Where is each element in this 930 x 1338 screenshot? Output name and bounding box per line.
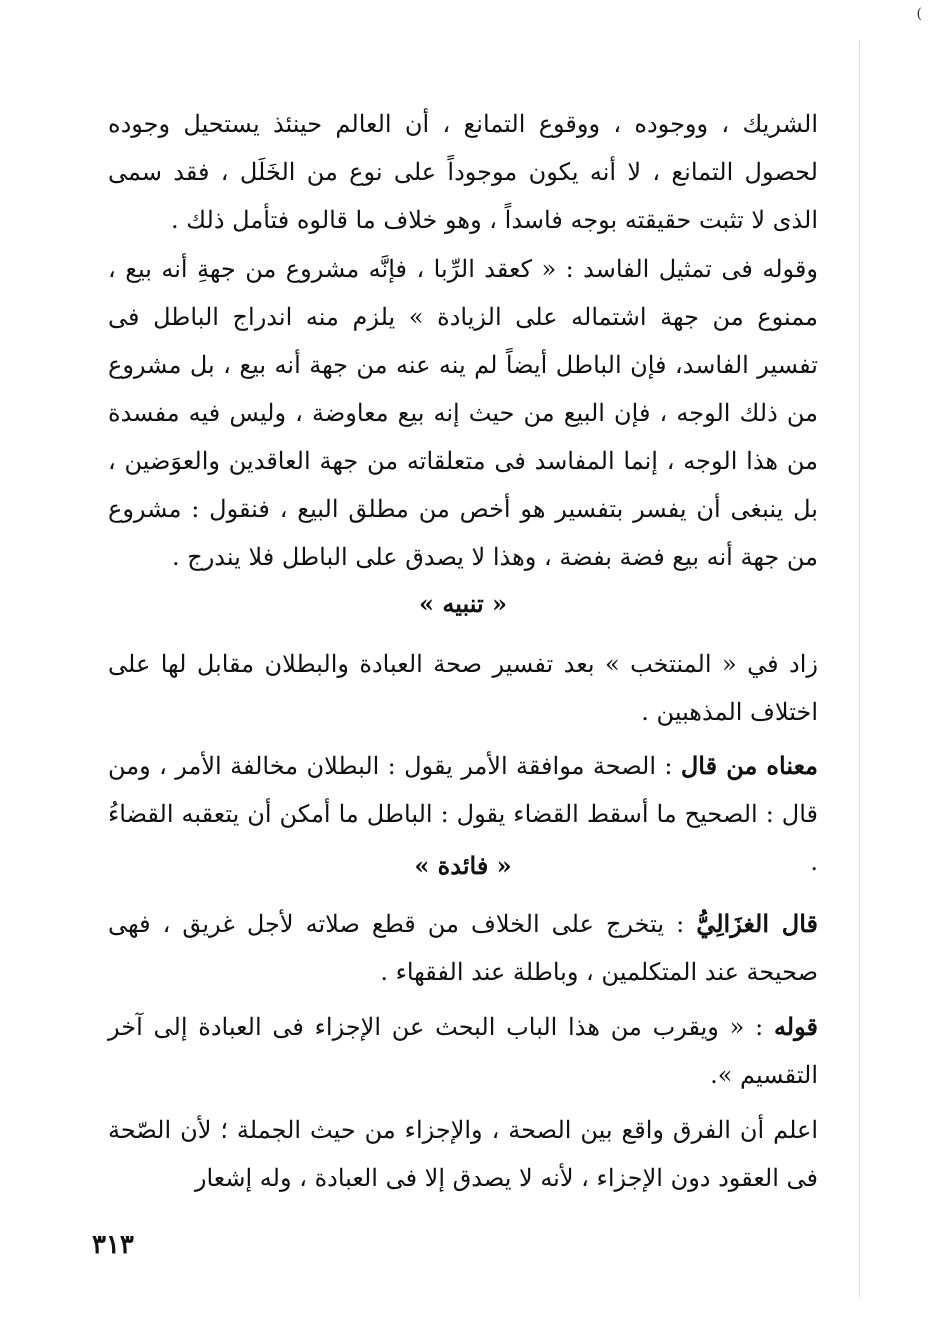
- paragraph-6-body: : « ويقرب من هذا الباب البحث عن الإجزاء فى العبادة إلى آخر التقسيم ».: [108, 1013, 818, 1089]
- corner-mark: (: [916, 6, 922, 22]
- heading-faida: « فائدة »: [414, 851, 512, 880]
- margin-dotted-edge: [857, 40, 860, 1298]
- paragraph-1: الشريك ، ووجوده ، ووقوع التمانع ، أن العالم حينئذ يستحيل وجوده لحصول التمانع ، لا أنه يكون موجوداً على نوع من الخَلَل ، فقد سمى الذى لا تثبت حقيقته بوجه فاسداً ، وهو خلاف ما قالوه فتأمل ذلك .: [108, 110, 818, 234]
- paragraph-7: اعلم أن الفرق واقع بين الصحة ، والإجزاء من حيث الجملة ؛ لأن الصّحة فى العقود دون الإجزاء ، لأنه لا يصدق إلا فى العبادة ، وله إشعار: [108, 1116, 818, 1192]
- paragraph-3: زاد في « المنتخب » بعد تفسير صحة العبادة والبطلان مقابل لها على اختلاف المذهبين .: [108, 650, 818, 726]
- paragraph-4-body: : الصحة موافقة الأمر يقول : البطلان مخالفة الأمر ، ومن قال : الصحيح ما أسقط القضاء يقول : الباطل ما أمكن أن يتعقبه القضاءُ .: [108, 752, 818, 876]
- paragraph-2: وقوله فى تمثيل الفاسد : « كعقد الرِّبا ، فإنَّه مشروع من جهةِ أنه بيع ، ممنوع من جهة اشتماله على الزيادة » يلزم منه اندراج الباطل فى تفسير الفاسد، فإن الباطل أيضاً لم ينه عنه من جهة أنه بيع ، بل مشروع من ذلك الوجه ، فإن البيع من حيث إنه بيع معاوضة ، وليس فيه مفسدة من هذا الوجه ، إنما المفاسد فى متعلقاته من جهة العاقدين والعوَضين ، بل ينبغى أن يفسر بتفسير هو أخص من مطلق البيع ، فنقول : مشروع من جهة أنه بيع فضة بفضة ، وهذا لا يصدق على الباطل فلا يندرج .: [108, 255, 818, 571]
- paragraph-6: [108, 1003, 818, 1099]
- paragraph-5: [108, 900, 818, 996]
- paragraph-5-lead: قال الغزَالِيُّ: [696, 909, 818, 938]
- paragraph-6-lead: قوله: [773, 1012, 818, 1041]
- paragraph-4-lead: معناه من قال: [680, 751, 818, 780]
- heading-tanbih: « تنبيه »: [419, 589, 507, 618]
- paragraph-5-body: : يتخرج على الخلاف من قطع صلاته لأجل غريق ، فهى صحيحة عند المتكلمين ، وباطلة عند الفقهاء .: [108, 910, 818, 986]
- page-number: ٣١٣: [92, 1230, 134, 1260]
